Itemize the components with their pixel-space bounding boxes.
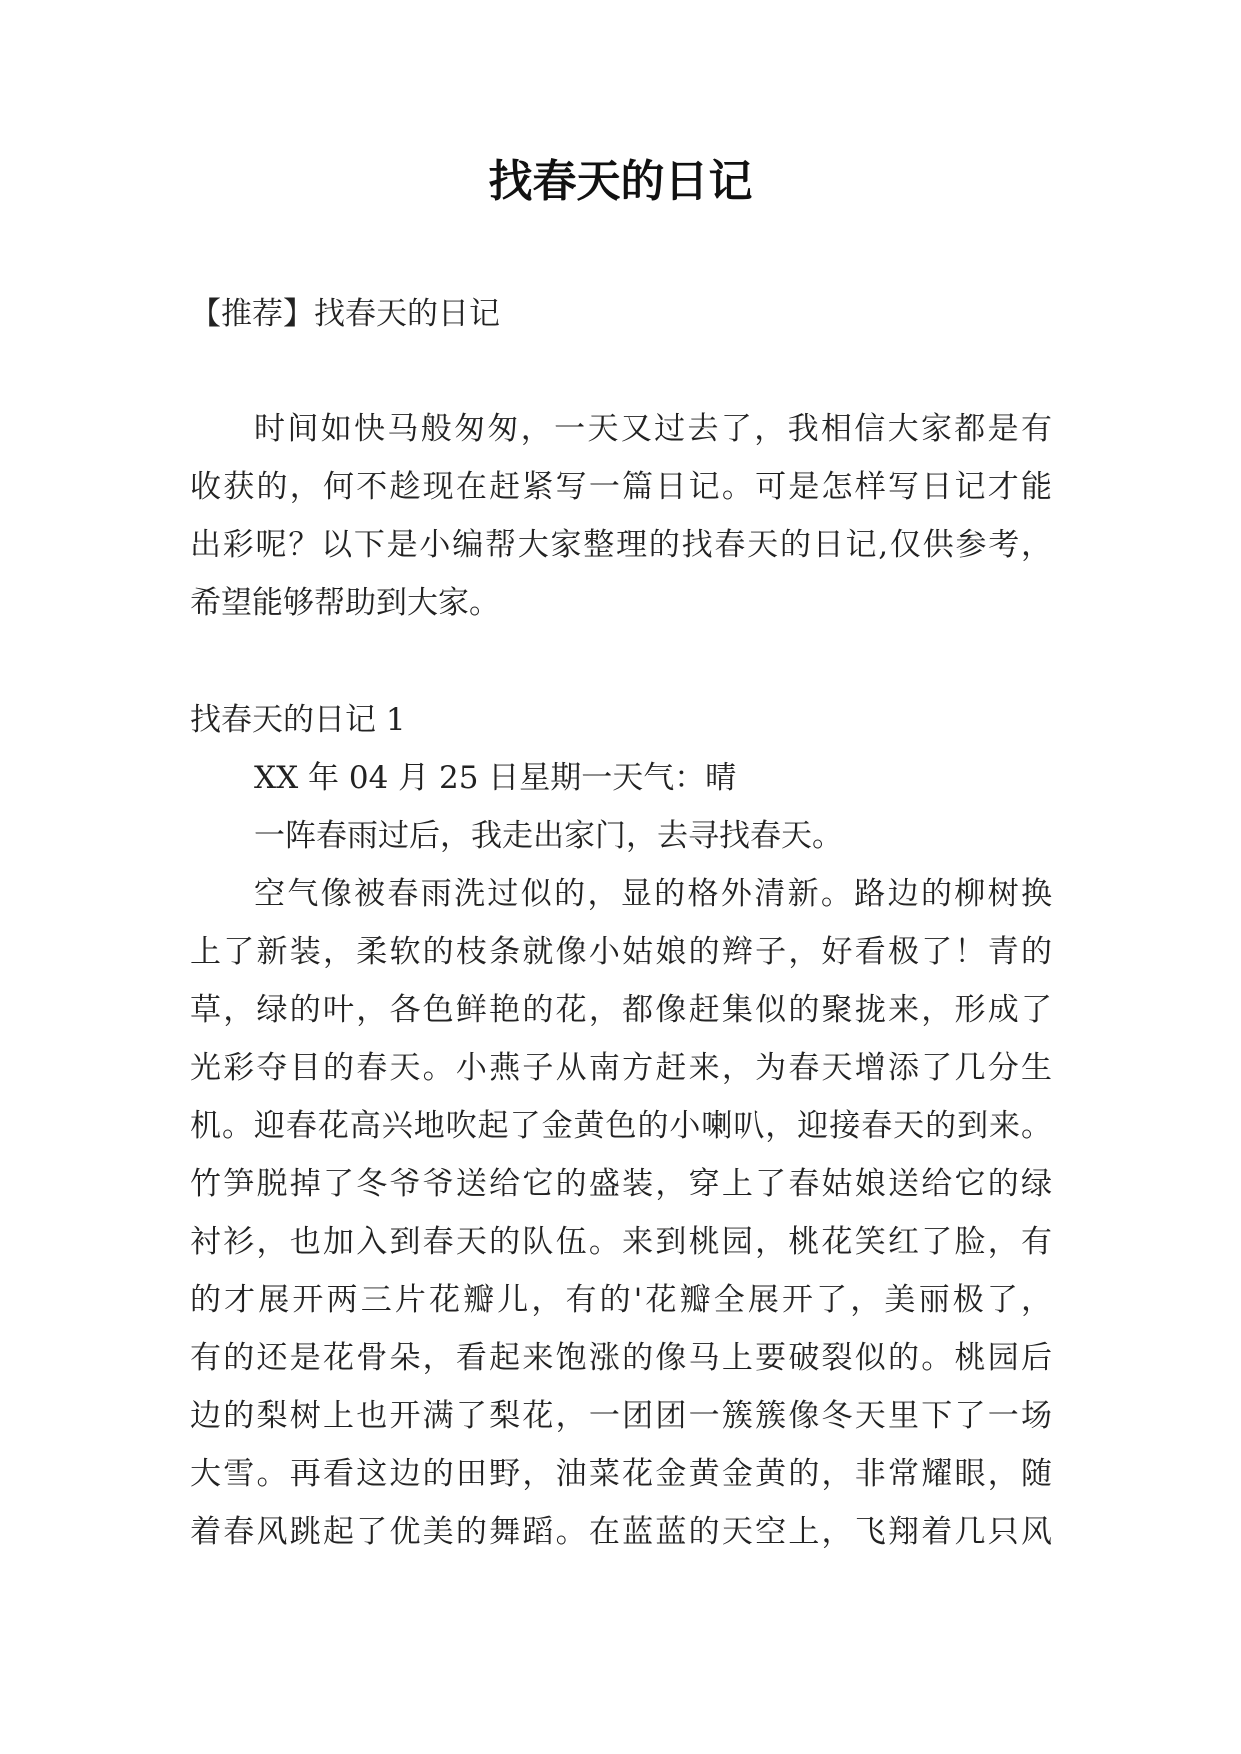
- body-line-9: 有的还是花骨朵，看起来饱涨的像马上要破裂似的。桃园后: [190, 1340, 1052, 1376]
- body-line-8: 的才展开两三片花瓣儿，有的'花瓣全展开了，美丽极了，: [190, 1282, 1052, 1318]
- paragraph-1: 一阵春雨过后，我走出家门，去寻找春天。: [254, 818, 843, 854]
- body-line-10: 边的梨树上也开满了梨花，一团团一簇簇像冬天里下了一场: [190, 1398, 1052, 1434]
- intro-line-1: 时间如快马般匆匆，一天又过去了，我相信大家都是有: [254, 411, 1052, 447]
- intro-line-4: 希望能够帮助到大家。: [190, 585, 500, 621]
- body-line-5: 机。迎春花高兴地吹起了金黄色的小喇叭，迎接春天的到来。: [190, 1108, 1052, 1144]
- body-line-6: 竹笋脱掉了冬爷爷送给它的盛装，穿上了春姑娘送给它的绿: [190, 1166, 1052, 1202]
- body-line-12: 着春风跳起了优美的舞蹈。在蓝蓝的天空上，飞翔着几只风: [190, 1514, 1052, 1550]
- document-title: 找春天的日记: [488, 156, 753, 207]
- body-line-3: 草，绿的叶，各色鲜艳的花，都像赶集似的聚拢来，形成了: [190, 992, 1052, 1028]
- body-line-4: 光彩夺目的春天。小燕子从南方赶来，为春天增添了几分生: [190, 1050, 1052, 1086]
- date-line: XX 年 04 月 25 日星期一天气：晴: [254, 760, 737, 796]
- body-line-11: 大雪。再看这边的田野，油菜花金黄金黄的，非常耀眼，随: [190, 1456, 1052, 1492]
- subtitle: 【推荐】找春天的日记: [190, 296, 500, 332]
- section-heading: 找春天的日记 1: [190, 702, 406, 738]
- body-line-2: 上了新装，柔软的枝条就像小姑娘的辫子，好看极了！青的: [190, 934, 1052, 970]
- body-line-7: 衬衫，也加入到春天的队伍。来到桃园，桃花笑红了脸，有: [190, 1224, 1052, 1260]
- intro-line-3: 出彩呢？以下是小编帮大家整理的找春天的日记,仅供参考，: [190, 527, 1052, 563]
- intro-line-2: 收获的，何不趁现在赶紧写一篇日记。可是怎样写日记才能: [190, 469, 1052, 505]
- body-line-1: 空气像被春雨洗过似的，显的格外清新。路边的柳树换: [254, 876, 1052, 912]
